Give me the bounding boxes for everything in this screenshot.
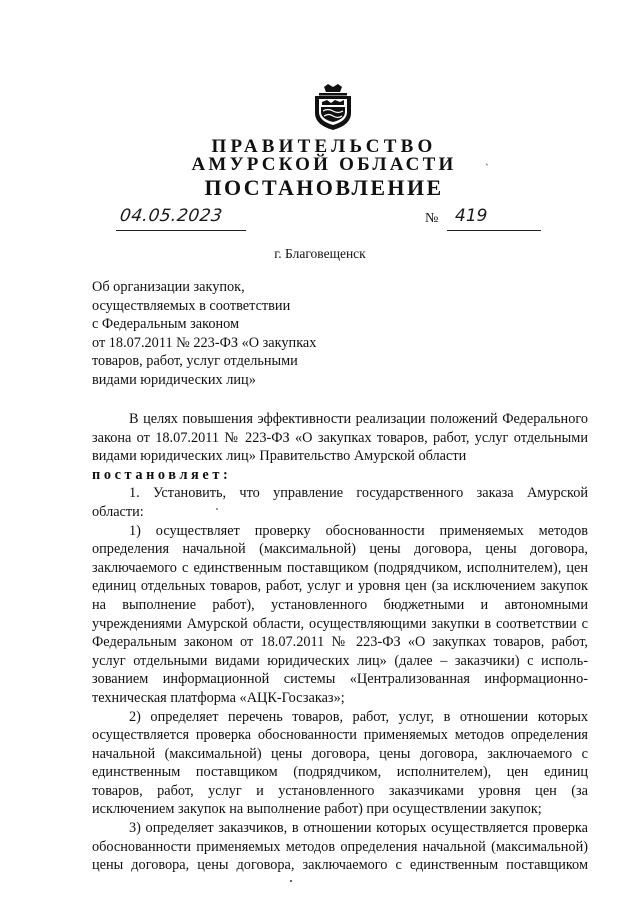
decree-body [92,410,588,875]
body-line: на выполнение работ), установленного бюджетными и автономными [92,596,588,613]
coat-of-arms-icon [310,83,356,131]
body-line: закона от 18.07.2011 № 223-ФЗ «О закупках товаров, работ, услуг отдельными [92,429,588,446]
body-line: В целях повышения эффективности реализации положений Федерального [129,411,588,427]
decree-date-field [116,208,246,231]
government-name-line2: АМУРСКОЙ ОБЛАСТИ [191,154,457,175]
body-line: 2) определяет перечень товаров, работ, услуг, в отношении которых [129,708,588,725]
scan-speck [216,508,218,510]
number-label: № [425,211,439,226]
body-line: области: [92,503,144,520]
body-line: зованием информационной системы «Централизованная информационно- [92,671,588,688]
body-line: осуществляется проверка обоснованности применяемых методов определения [92,727,588,744]
city-name: г. Благовещенск [274,246,366,261]
body-line: 1) осуществляет проверку обоснованности применяемых методов [129,522,588,539]
subject-line: видами юридических лиц» [92,371,256,388]
subject-line: с Федеральным законом [92,316,240,333]
subject-line: от 18.07.2011 № 223-ФЗ «О закупках [92,334,317,351]
decree-subject [92,278,412,390]
scan-speck [290,880,292,882]
body-line: товаров, работ, услуг и установленного заказчиками уровня цен (за [92,782,588,799]
stray-mark: ˎ [485,152,489,166]
decree-date: 04.05.2023 [118,206,224,226]
body-line: видами юридических лиц» Правительство Амурской области [92,448,467,465]
body-line: 1. Установить, что управление государственного заказа Амурской [129,485,588,502]
body-line: Федеральным законом от 18.07.2011 № 223-ФЗ «О закупках товаров, работ, [92,634,588,651]
body-line: обоснованности применяемых методов определения начальной (максимальной) [92,838,588,855]
body-line: начальной (максимальной) цены договора, цены договора, заключаемого с [92,745,588,762]
subject-line: осуществляемых в соответствии [92,297,291,314]
body-line: цены договора, цены договора, заключаемого с единственным поставщиком [92,857,588,874]
subject-line: товаров, работ, услуг отдельными [92,353,298,370]
government-name-line1: ПРАВИТЕЛЬСТВО [211,136,437,157]
decree-number: 419 [455,206,488,226]
resolution-word: постановляет: [92,466,232,483]
body-line: единиц отдельных товаров, работ, услуг и уровня цен (за исключением закупок [92,578,588,595]
document-type-title: ПОСТАНОВЛЕНИЕ [204,175,444,200]
body-line: исключением закупок на выполнение работ) при осуществлении закупок; [92,801,542,818]
body-line: заключаемого с единственным поставщиком (подрядчиком, исполнителем), цен [92,559,588,576]
body-line: услуг отдельными видами юридических лиц» (далее – заказчики) с исполь- [92,652,588,669]
body-line: 3) определяет заказчиков, в отношении которых осуществляется проверка [129,820,588,837]
body-line: техническая платформа «АЦК-Госзаказ»; [92,689,345,706]
decree-number-field [447,208,541,231]
body-line: определения начальной (максимальной) цены договора, цены договора, [92,541,588,558]
body-line: учреждениями Амурской области, осуществляющими закупки в соответствии с [92,615,588,632]
body-line: единственным поставщиком (подрядчиком, исполнителем), цен единиц [92,764,588,781]
subject-line: Об организации закупок, [92,279,245,295]
